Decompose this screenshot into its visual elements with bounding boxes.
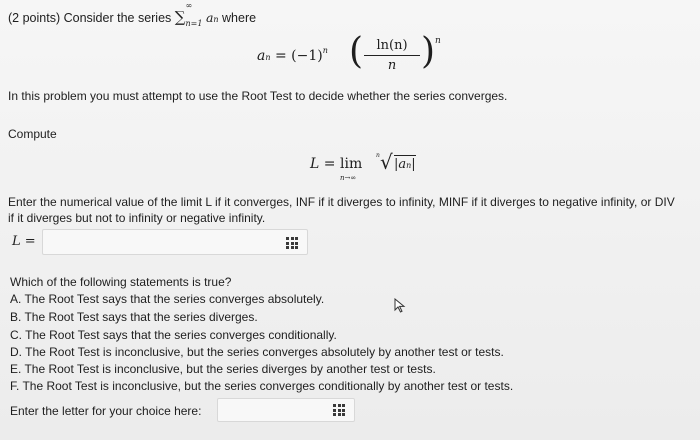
limit-eq: = [323, 156, 336, 172]
root-index: n [376, 152, 380, 159]
option-f: F. The Root Test is inconclusive, but the series converges conditionally by another test or tests. [10, 379, 514, 393]
radicand-end: | [411, 157, 416, 172]
option-c: C. The Root Test says that the series converges conditionally. [10, 328, 337, 342]
limit-L: L [310, 156, 320, 172]
formula-fraction [364, 38, 420, 73]
letter-input-label: Enter the letter for your choice here: [10, 404, 202, 418]
option-a: A. The Root Test says that the series converges absolutely. [10, 292, 325, 306]
formula-lhs-sub: n [265, 53, 271, 62]
consider-text: Consider the series [63, 11, 172, 25]
enter-prompt-line1: Enter the numerical value of the limit L if it converges, INF if it diverges to infinity, MINF if it diverges to negative infinity, or DIV [8, 195, 675, 209]
formula-close-paren: ) [421, 31, 436, 72]
option-d: D. The Root Test is inconclusive, but the series converges absolutely by another test or tests. [10, 345, 504, 359]
option-b: B. The Root Test says that the series diverges. [10, 310, 258, 324]
lim-subscript: n→∞ [340, 174, 357, 182]
problem-header [8, 1, 257, 28]
sum-symbol: ∑ [174, 8, 186, 26]
option-e: E. The Root Test is inconclusive, but the series diverges by another test or tests. [10, 362, 436, 376]
formula-eq: = (−1) [270, 48, 323, 64]
sum-upper: ∞ [185, 1, 193, 10]
cursor-pointer-icon [394, 298, 406, 314]
formula-outer-exp: n [435, 36, 441, 46]
series-term-sub: n [213, 15, 219, 24]
formula-numerator: ln(n) [376, 38, 408, 53]
points-label: (2 points) [8, 11, 61, 25]
root-symbol: √ [380, 150, 393, 174]
instruction-text: In this problem you must attempt to use the Root Test to decide whether the series converges. [8, 89, 508, 103]
radicand-sub: n [406, 161, 412, 170]
series-term: a [205, 10, 214, 25]
sum-lower: n=1 [185, 19, 203, 28]
limit-formula [310, 150, 450, 190]
formula-lhs: a [257, 48, 266, 64]
radicand: |a [394, 157, 407, 172]
formula-denominator: n [387, 58, 397, 73]
question-text: Which of the following statements is true? [10, 275, 232, 289]
L-answer-input[interactable] [42, 229, 308, 255]
L-input-label: L = [12, 234, 36, 249]
grid-icon[interactable] [286, 237, 298, 249]
grid-icon[interactable] [333, 404, 345, 416]
an-formula [257, 32, 457, 82]
formula-open-paren: ( [349, 31, 364, 72]
enter-prompt-line2: if it diverges but not to infinity or negative infinity. [8, 211, 266, 225]
compute-label: Compute [8, 127, 57, 141]
where-text: where [222, 11, 257, 25]
formula-exp: n [322, 46, 328, 55]
lim-operator: lim [340, 156, 363, 172]
